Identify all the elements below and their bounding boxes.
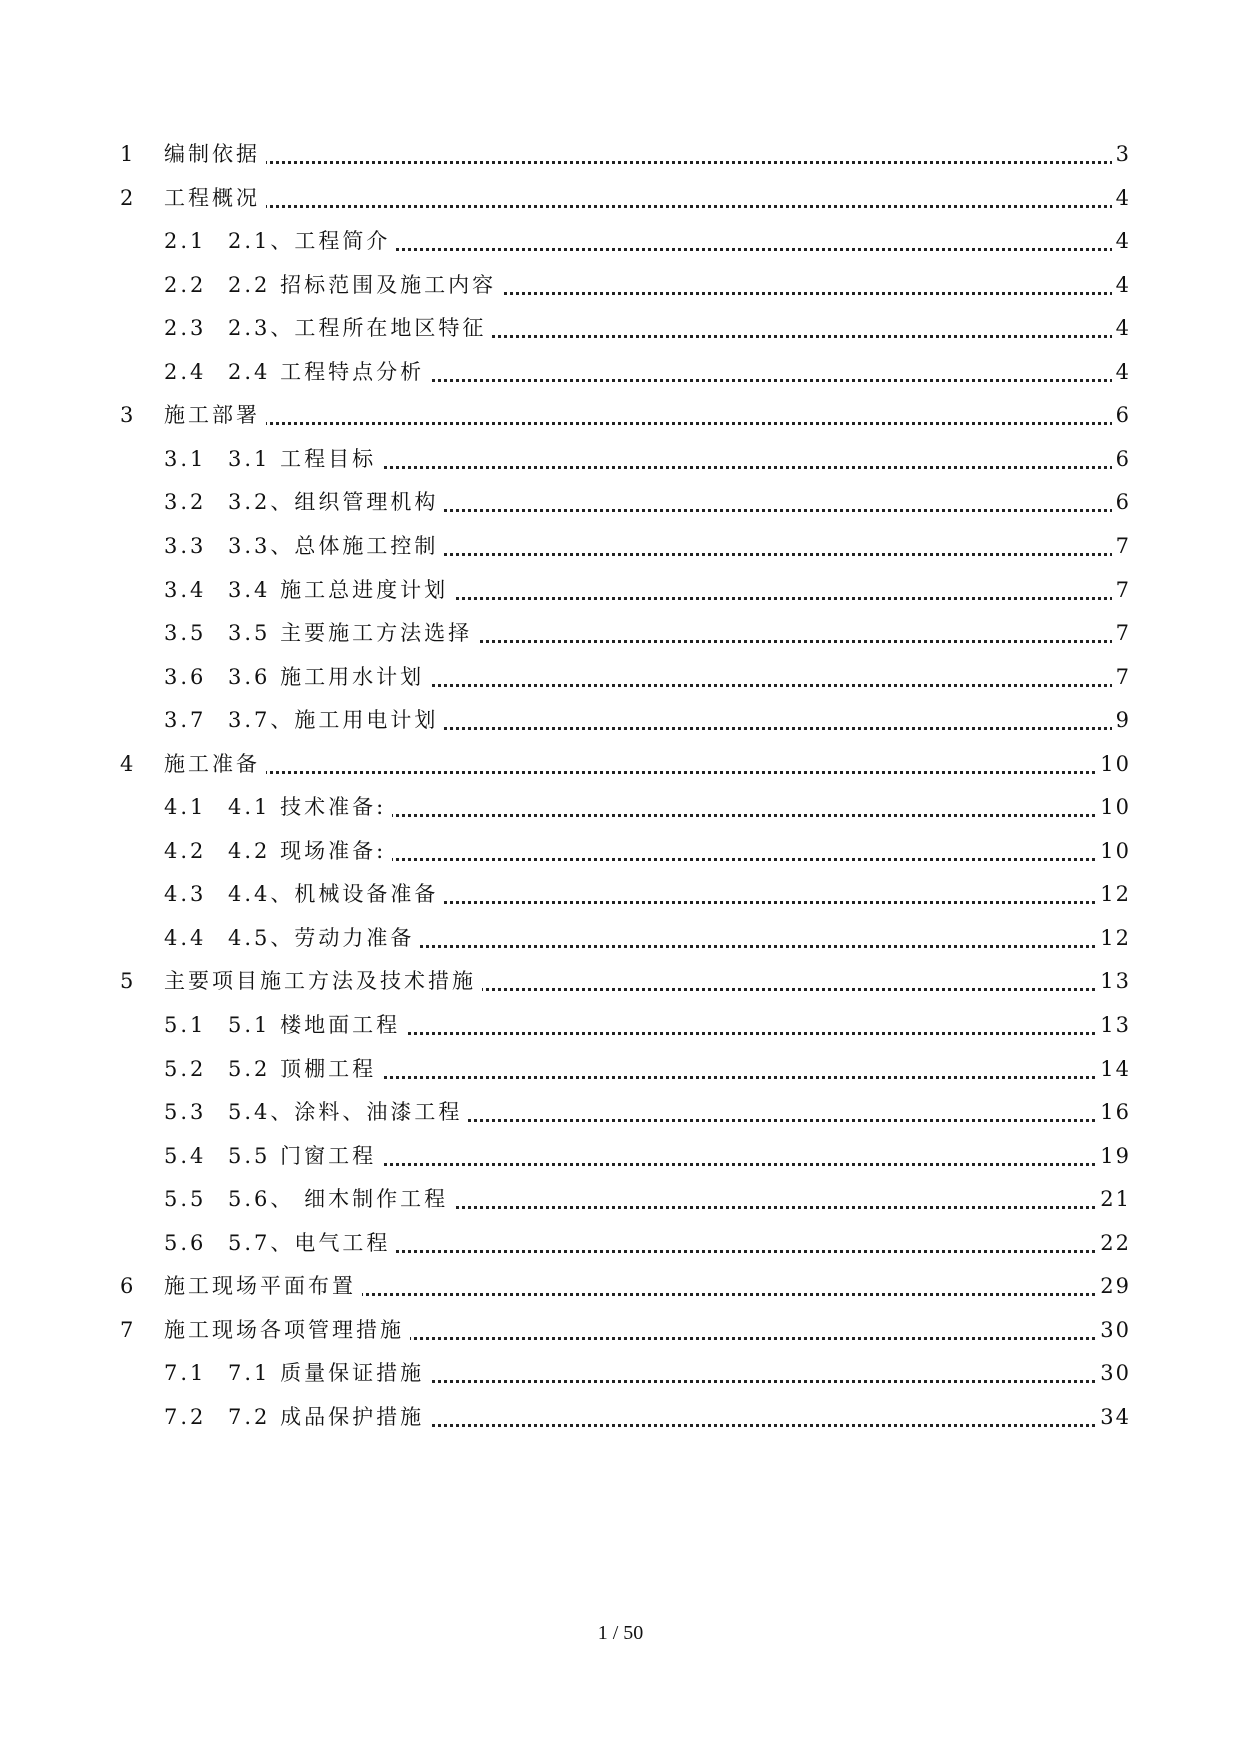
- toc-entry-title: 5.6、 细木制作工程: [228, 1179, 454, 1219]
- toc-entry-number: 3.2: [164, 490, 207, 514]
- toc-entry-number: 5.4: [164, 1144, 207, 1168]
- toc-entry-title: 3.2、组织管理机构: [228, 482, 444, 522]
- toc-entry-number: 2: [120, 186, 137, 210]
- toc-entry-number: 3.1: [164, 447, 207, 471]
- toc-entry-number: 3: [120, 403, 137, 427]
- toc-entry-number: 4.3: [164, 882, 207, 906]
- toc-entry-title: 4.1 技术准备:: [228, 787, 392, 827]
- toc-entry-title: 2.2 招标范围及施工内容: [228, 265, 502, 305]
- toc-entry-page-number: 34: [1096, 1397, 1131, 1437]
- toc-entry-title: 5.4、涂料、油漆工程: [228, 1092, 468, 1132]
- toc-entry[interactable]: [0, 265, 1241, 305]
- toc-entry-page-number: 10: [1096, 744, 1131, 784]
- toc-entry-number: 3.7: [164, 708, 207, 732]
- toc-entry[interactable]: [0, 1136, 1241, 1176]
- toc-entry[interactable]: [0, 439, 1241, 479]
- toc-entry-page-number: 10: [1096, 787, 1131, 827]
- toc-entry-title: 3.3、总体施工控制: [228, 526, 444, 566]
- toc-entry-title: 4.5、劳动力准备: [228, 918, 420, 958]
- toc-entry-title: 施工准备: [164, 744, 266, 784]
- toc-entry-page-number: 7: [1112, 570, 1131, 610]
- toc-entry-number: 5.1: [164, 1013, 207, 1037]
- toc-entry[interactable]: [0, 352, 1241, 392]
- toc-entry[interactable]: [0, 221, 1241, 261]
- toc-entry-title: 施工现场平面布置: [164, 1266, 362, 1306]
- toc-entry-page-number: 30: [1096, 1310, 1131, 1350]
- toc-entry[interactable]: [0, 700, 1241, 740]
- toc-entry[interactable]: [0, 308, 1241, 348]
- toc-entry-number: 4.1: [164, 795, 207, 819]
- toc-entry-title: 施工部署: [164, 395, 266, 435]
- toc-entry-title: 工程概况: [164, 178, 266, 218]
- toc-entry[interactable]: [0, 613, 1241, 653]
- toc-entry-title: 2.3、工程所在地区特征: [228, 308, 492, 348]
- toc-entry-title: 4.4、机械设备准备: [228, 874, 444, 914]
- toc-entry-page-number: 4: [1112, 308, 1131, 348]
- toc-entry[interactable]: [0, 178, 1241, 218]
- toc-entry[interactable]: [0, 918, 1241, 958]
- toc-entry-title: 5.1 楼地面工程: [228, 1005, 406, 1045]
- toc-entry[interactable]: [0, 395, 1241, 435]
- toc-entry[interactable]: [0, 1005, 1241, 1045]
- toc-entry-title: 5.2 顶棚工程: [228, 1049, 382, 1089]
- toc-entry-title: 编制依据: [164, 134, 266, 174]
- toc-entry-number: 5.6: [164, 1231, 207, 1255]
- toc-entry[interactable]: [0, 961, 1241, 1001]
- toc-entry[interactable]: [0, 526, 1241, 566]
- toc-entry-page-number: 4: [1112, 352, 1131, 392]
- toc-entry-page-number: 21: [1096, 1179, 1131, 1219]
- toc-entry-page-number: 6: [1112, 439, 1131, 479]
- toc-entry-title: 2.4 工程特点分析: [228, 352, 430, 392]
- toc-entry[interactable]: [0, 1049, 1241, 1089]
- toc-entry-number: 7: [120, 1318, 137, 1342]
- toc-entry[interactable]: [0, 134, 1241, 174]
- toc-entry-page-number: 19: [1096, 1136, 1131, 1176]
- toc-entry-page-number: 4: [1112, 178, 1131, 218]
- toc-entry-number: 3.6: [164, 665, 207, 689]
- toc-entry[interactable]: [0, 1397, 1241, 1437]
- toc-entry-title: 3.7、施工用电计划: [228, 700, 444, 740]
- toc-dot-leader: [180, 205, 1113, 208]
- toc-entry-title: 3.4 施工总进度计划: [228, 570, 454, 610]
- toc-entry-page-number: 7: [1112, 613, 1131, 653]
- toc-entry[interactable]: [0, 1179, 1241, 1219]
- toc-entry-title: 7.2 成品保护措施: [228, 1397, 430, 1437]
- toc-entry-page-number: 13: [1096, 961, 1131, 1001]
- toc-entry-number: 5: [120, 969, 137, 993]
- toc-entry-page-number: 4: [1112, 265, 1131, 305]
- toc-entry[interactable]: [0, 1223, 1241, 1263]
- toc-entry-page-number: 22: [1096, 1223, 1131, 1263]
- toc-entry-title: 施工现场各项管理措施: [164, 1310, 410, 1350]
- toc-entry-title: 3.6 施工用水计划: [228, 657, 430, 697]
- toc-entry-page-number: 6: [1112, 395, 1131, 435]
- toc-entry[interactable]: [0, 1092, 1241, 1132]
- toc-entry-page-number: 13: [1096, 1005, 1131, 1045]
- toc-entry[interactable]: [0, 657, 1241, 697]
- toc-entry-number: 6: [120, 1274, 137, 1298]
- toc-entry-number: 4.2: [164, 839, 207, 863]
- toc-entry[interactable]: [0, 1310, 1241, 1350]
- toc-entry[interactable]: [0, 787, 1241, 827]
- toc-dot-leader: [180, 161, 1113, 164]
- toc-entry-number: 2.4: [164, 360, 207, 384]
- toc-entry-number: 5.3: [164, 1100, 207, 1124]
- toc-entry-number: 5.5: [164, 1187, 207, 1211]
- toc-entry-title: 5.7、电气工程: [228, 1223, 396, 1263]
- toc-entry-page-number: 30: [1096, 1353, 1131, 1393]
- toc-entry-number: 7.1: [164, 1361, 207, 1385]
- toc-entry-number: 4.4: [164, 926, 207, 950]
- toc-entry-page-number: 12: [1096, 918, 1131, 958]
- toc-entry-page-number: 7: [1112, 657, 1131, 697]
- toc-entry-number: 5.2: [164, 1057, 207, 1081]
- toc-entry-page-number: 4: [1112, 221, 1131, 261]
- toc-entry-page-number: 9: [1112, 700, 1131, 740]
- toc-entry-page-number: 3: [1112, 134, 1131, 174]
- toc-entry-title: 主要项目施工方法及技术措施: [164, 961, 482, 1001]
- page-number-footer: 1 / 50: [597, 1622, 644, 1644]
- toc-entry-page-number: 12: [1096, 874, 1131, 914]
- toc-entry[interactable]: [0, 874, 1241, 914]
- toc-entry-title: 7.1 质量保证措施: [228, 1353, 430, 1393]
- toc-entry-page-number: 16: [1096, 1092, 1131, 1132]
- toc-entry-page-number: 7: [1112, 526, 1131, 566]
- toc-entry[interactable]: [0, 744, 1241, 784]
- toc-entry-title: 2.1、工程简介: [228, 221, 396, 261]
- toc-entry[interactable]: [0, 831, 1241, 871]
- toc-entry-title: 3.1 工程目标: [228, 439, 382, 479]
- toc-entry[interactable]: [0, 482, 1241, 522]
- toc-entry-number: 4: [120, 752, 137, 776]
- toc-entry-number: 1: [120, 142, 137, 166]
- toc-entry-number: 3.5: [164, 621, 207, 645]
- toc-entry-number: 3.4: [164, 578, 207, 602]
- toc-entry-number: 2.1: [164, 229, 207, 253]
- toc-entry-number: 2.3: [164, 316, 207, 340]
- toc-dot-leader: [180, 422, 1113, 425]
- toc-entry[interactable]: [0, 1353, 1241, 1393]
- toc-entry-page-number: 6: [1112, 482, 1131, 522]
- toc-entry-title: 5.5 门窗工程: [228, 1136, 382, 1176]
- toc-entry-page-number: 14: [1096, 1049, 1131, 1089]
- toc-entry-page-number: 10: [1096, 831, 1131, 871]
- toc-entry-page-number: 29: [1096, 1266, 1131, 1306]
- toc-entry-number: 2.2: [164, 273, 207, 297]
- toc-entry-title: 3.5 主要施工方法选择: [228, 613, 478, 653]
- toc-entry-title: 4.2 现场准备:: [228, 831, 392, 871]
- toc-dot-leader: [180, 771, 1113, 774]
- toc-entry-number: 7.2: [164, 1405, 207, 1429]
- toc-entry[interactable]: [0, 1266, 1241, 1306]
- toc-entry-number: 3.3: [164, 534, 207, 558]
- toc-entry[interactable]: [0, 570, 1241, 610]
